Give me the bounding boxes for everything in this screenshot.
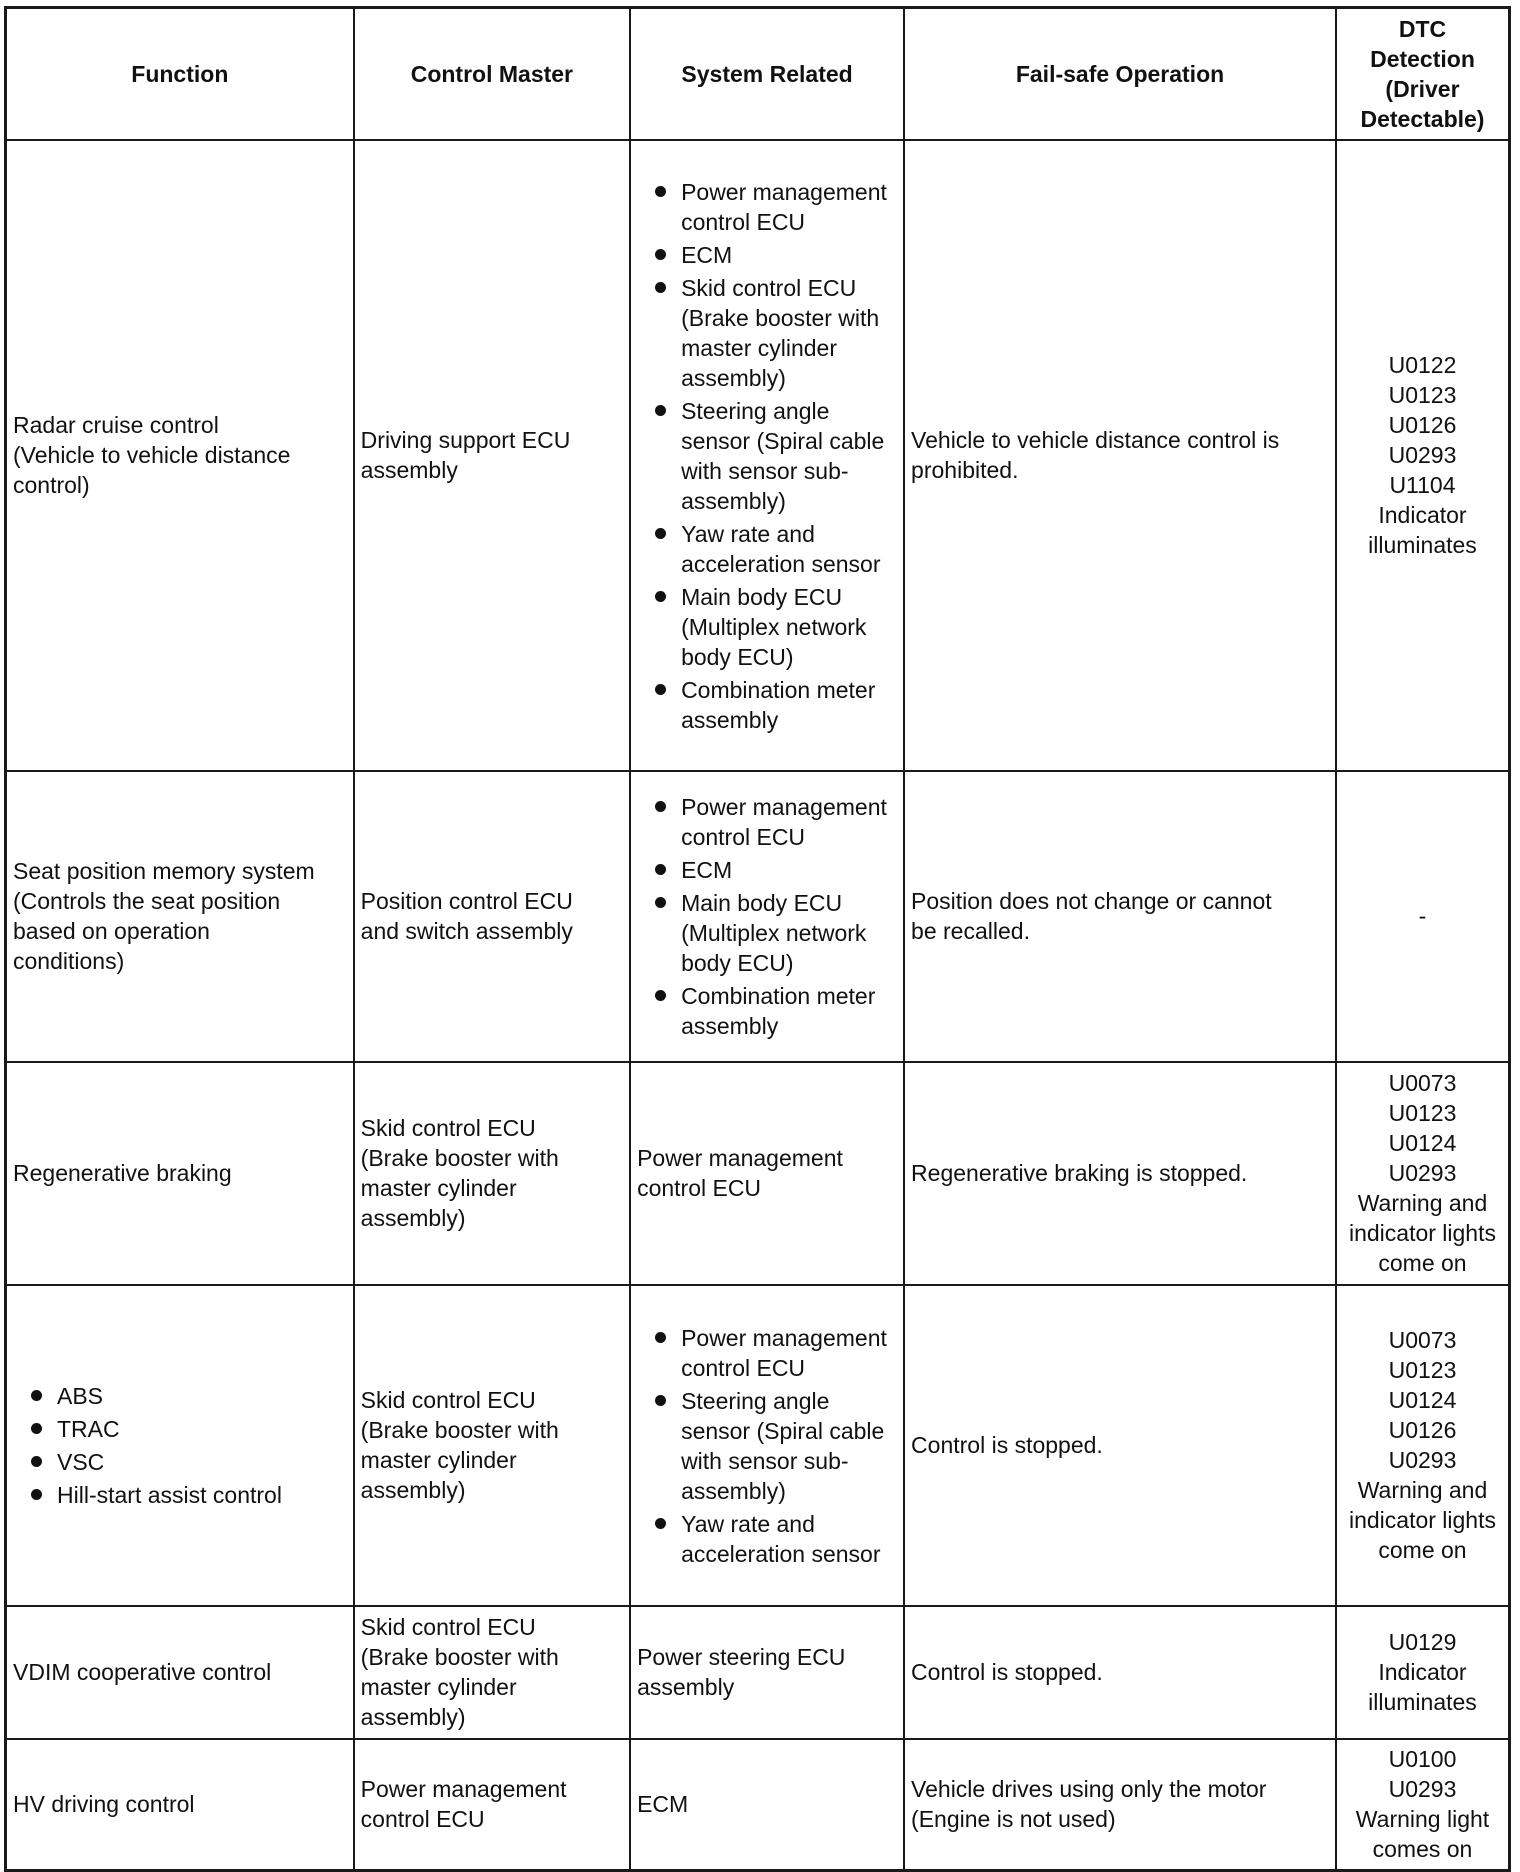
header-dtc — [1336, 8, 1510, 140]
function-text: VDIM cooperative control — [13, 1659, 272, 1685]
list-item: Hill-start assist control — [13, 1478, 347, 1511]
control-master-text: control ECU — [360, 1806, 485, 1833]
fail-safe-text: prohibited. — [911, 457, 1019, 483]
dtc-text: U0123 — [1388, 1357, 1457, 1383]
control-master-text: Skid control ECU — [360, 1614, 536, 1640]
control-master-cell — [354, 140, 630, 771]
control-master-cell — [354, 1285, 630, 1606]
system-related-list — [637, 790, 897, 1042]
dtc-text: Warning light — [1355, 1806, 1490, 1833]
dtc-text: U0123 — [1388, 1100, 1457, 1126]
system-related-text: ECM — [637, 1791, 689, 1818]
header-row — [6, 8, 1510, 140]
system-related-text: control ECU — [637, 1175, 762, 1201]
dtc-text: Indicator — [1378, 502, 1467, 528]
system-related-cell — [630, 1606, 904, 1739]
fail-safe-cell — [904, 140, 1336, 771]
dtc-text: U0073 — [1388, 1327, 1457, 1353]
dtc-text: U0293 — [1388, 1447, 1457, 1473]
dtc-cell — [1336, 1739, 1510, 1871]
system-related-cell — [630, 1062, 904, 1285]
function-text: Seat position memory system — [13, 858, 315, 884]
dtc-text: comes on — [1372, 1836, 1473, 1863]
control-master-cell — [354, 1739, 630, 1871]
table-row — [6, 1285, 1510, 1606]
control-master-text: Driving support ECU — [360, 427, 571, 453]
header-fail-safe: Fail-safe Operation — [904, 8, 1336, 140]
control-master-text: master cylinder — [360, 1674, 517, 1700]
list-item: Combination meter assembly — [637, 673, 897, 736]
list-item: Combination meter assembly — [637, 979, 897, 1042]
dtc-text: Warning and — [1357, 1477, 1488, 1503]
fail-safe-text: (Engine is not used) — [911, 1806, 1116, 1833]
list-item: Power management control ECU — [637, 175, 897, 238]
control-master-cell — [354, 1062, 630, 1285]
list-item: Yaw rate and acceleration sensor — [637, 517, 897, 580]
table-row — [6, 1062, 1510, 1285]
function-text: HV driving control — [13, 1791, 195, 1818]
dtc-text: come on — [1378, 1537, 1467, 1563]
function-cell — [6, 771, 354, 1062]
fail-safe-text: be recalled. — [911, 918, 1030, 944]
system-related-list — [637, 175, 897, 736]
function-text: (Vehicle to vehicle distance — [13, 442, 291, 468]
function-text: Regenerative braking — [13, 1160, 232, 1186]
table-row — [6, 771, 1510, 1062]
dtc-text: U0293 — [1388, 1776, 1457, 1803]
dtc-text: Indicator — [1378, 1659, 1467, 1685]
fail-safe-text: Vehicle to vehicle distance control is — [911, 427, 1280, 453]
function-text: based on operation — [13, 918, 210, 944]
control-master-text: master cylinder — [360, 1447, 517, 1473]
dtc-text: U0293 — [1388, 1160, 1457, 1186]
table-row — [6, 140, 1510, 771]
fail-safe-text: Regenerative braking is stopped. — [911, 1160, 1248, 1186]
dtc-cell — [1336, 771, 1510, 1062]
dtc-cell — [1336, 1606, 1510, 1739]
list-item: Power management control ECU — [637, 1321, 897, 1384]
list-item: ECM — [637, 238, 897, 271]
control-master-text: Skid control ECU — [360, 1115, 536, 1141]
control-master-text: assembly) — [360, 1477, 466, 1503]
dtc-text: U0293 — [1388, 442, 1457, 468]
function-cell — [6, 1739, 354, 1871]
function-cell — [6, 1285, 354, 1606]
header-dtc-line: DTC — [1398, 15, 1447, 42]
list-item: ECM — [637, 853, 897, 886]
control-master-text: and switch assembly — [360, 918, 573, 944]
system-related-text: assembly — [637, 1674, 735, 1700]
system-related-cell — [630, 1739, 904, 1871]
dtc-text: Warning and — [1357, 1190, 1488, 1216]
dtc-text: U0122 — [1388, 352, 1457, 378]
control-master-cell — [354, 771, 630, 1062]
header-system-related: System Related — [630, 8, 904, 140]
dtc-text: illuminates — [1368, 1689, 1477, 1715]
dtc-text: come on — [1378, 1250, 1467, 1276]
header-dtc-line: Detection — [1370, 45, 1475, 72]
dtc-text: U0124 — [1388, 1130, 1457, 1156]
list-item: Steering angle sensor (Spiral cable with sensor sub-assembly) — [637, 394, 897, 517]
system-related-text: Power management — [637, 1145, 843, 1171]
control-master-text: (Brake booster with — [360, 1145, 559, 1171]
dtc-text: U0126 — [1388, 1417, 1457, 1443]
system-related-text: Power steering ECU — [637, 1644, 846, 1670]
control-master-text: master cylinder — [360, 1175, 517, 1201]
function-text: (Controls the seat position — [13, 888, 281, 914]
function-list — [13, 1379, 347, 1511]
function-cell — [6, 140, 354, 771]
fail-safe-cell — [904, 1285, 1336, 1606]
dtc-text: U0129 — [1388, 1629, 1457, 1655]
function-text: control) — [13, 472, 90, 498]
dtc-text: U0073 — [1388, 1070, 1457, 1096]
list-item: Power management control ECU — [637, 790, 897, 853]
table-row — [6, 1606, 1510, 1739]
dtc-text: illuminates — [1368, 532, 1477, 558]
system-related-cell — [630, 1285, 904, 1606]
list-item: Steering angle sensor (Spiral cable with sensor sub-assembly) — [637, 1384, 897, 1507]
dtc-text: U0100 — [1388, 1746, 1457, 1773]
system-related-list — [637, 1321, 897, 1570]
list-item: Yaw rate and acceleration sensor — [637, 1507, 897, 1570]
fail-safe-cell — [904, 1606, 1336, 1739]
fail-safe-text: Control is stopped. — [911, 1659, 1103, 1685]
fail-safe-text: Vehicle drives using only the motor — [911, 1776, 1267, 1803]
dtc-text: U0126 — [1388, 412, 1457, 438]
control-master-text: Power management — [360, 1776, 567, 1803]
list-item: Main body ECU (Multiplex network body ECU) — [637, 886, 897, 979]
dtc-text: U0124 — [1388, 1387, 1457, 1413]
function-cell — [6, 1062, 354, 1285]
control-master-text: assembly) — [360, 1704, 466, 1730]
control-master-text: Position control ECU — [360, 888, 573, 914]
function-text: conditions) — [13, 948, 125, 974]
dtc-cell — [1336, 140, 1510, 771]
fail-safe-text: Position does not change or cannot — [911, 888, 1272, 914]
list-item: ABS — [13, 1379, 347, 1412]
table-row — [6, 1739, 1510, 1871]
control-master-text: (Brake booster with — [360, 1644, 559, 1670]
dtc-text: U0123 — [1388, 382, 1457, 408]
header-dtc-line: (Driver — [1385, 75, 1460, 102]
dtc-text: - — [1418, 903, 1427, 929]
control-master-text: assembly) — [360, 1205, 466, 1231]
header-control-master: Control Master — [354, 8, 630, 140]
system-related-cell — [630, 771, 904, 1062]
function-text: Radar cruise control — [13, 412, 219, 438]
control-master-cell — [354, 1606, 630, 1739]
fail-safe-cell — [904, 771, 1336, 1062]
list-item: Main body ECU (Multiplex network body ECU) — [637, 580, 897, 673]
dtc-text: U1104 — [1389, 472, 1456, 498]
dtc-cell — [1336, 1285, 1510, 1606]
dtc-cell — [1336, 1062, 1510, 1285]
header-function: Function — [6, 8, 354, 140]
dtc-function-table — [4, 6, 1511, 1872]
list-item: Skid control ECU (Brake booster with master cylinder assembly) — [637, 271, 897, 394]
fail-safe-text: Control is stopped. — [911, 1432, 1103, 1458]
dtc-text: indicator lights — [1348, 1220, 1496, 1246]
list-item: VSC — [13, 1445, 347, 1478]
control-master-text: Skid control ECU — [360, 1387, 536, 1413]
fail-safe-cell — [904, 1062, 1336, 1285]
function-cell — [6, 1606, 354, 1739]
control-master-text: (Brake booster with — [360, 1417, 559, 1443]
fail-safe-cell — [904, 1739, 1336, 1871]
system-related-cell — [630, 140, 904, 771]
header-dtc-line: Detectable) — [1360, 105, 1485, 132]
dtc-text: indicator lights — [1348, 1507, 1496, 1533]
control-master-text: assembly — [360, 457, 458, 483]
list-item: TRAC — [13, 1412, 347, 1445]
